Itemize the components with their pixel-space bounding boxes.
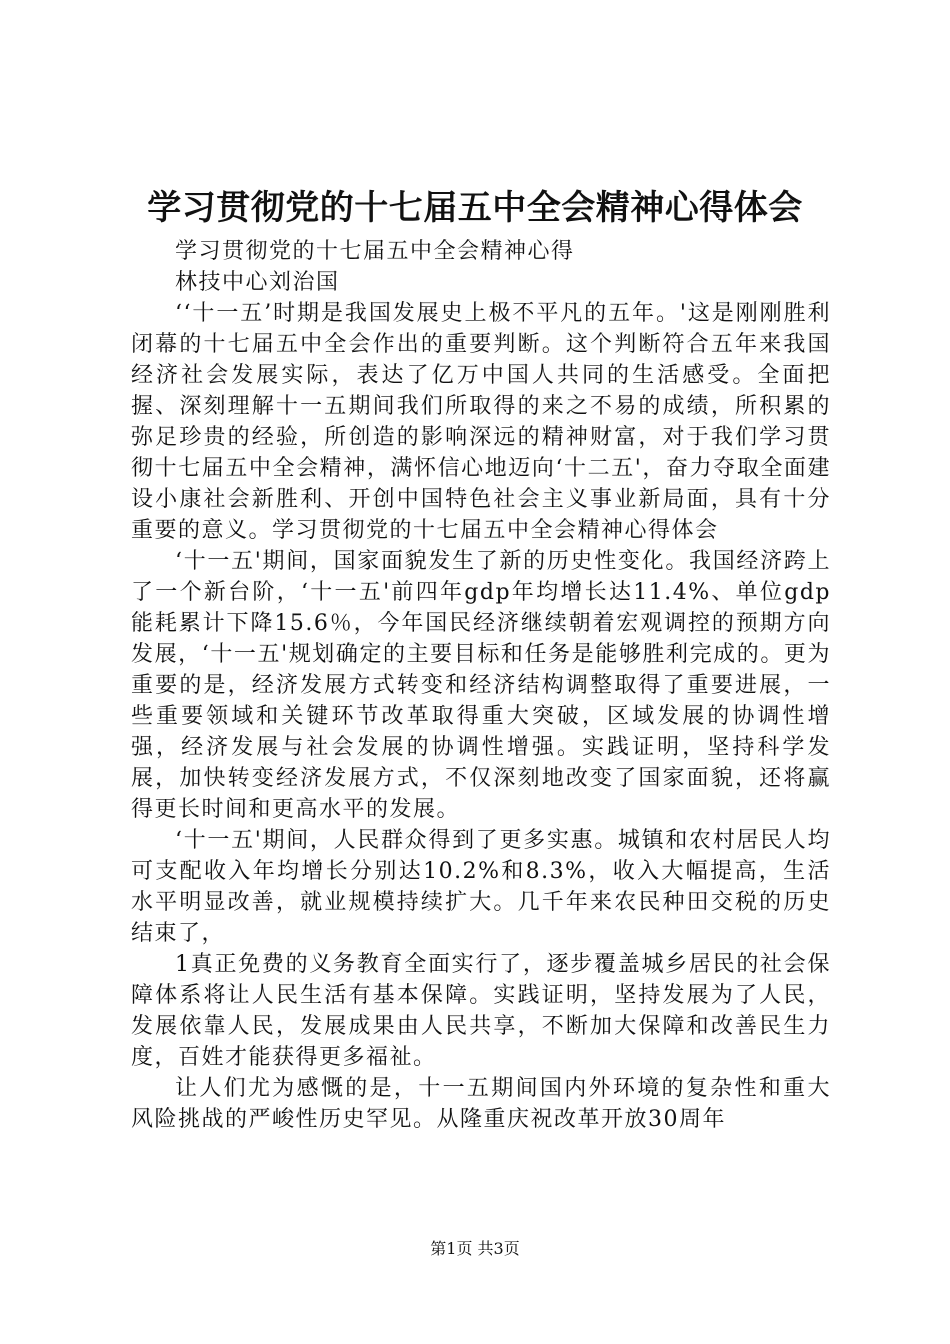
page-number-footer: 第1页 共3页 [430,1239,520,1258]
body-paragraph: ‘十一五'期间，国家面貌发生了新的历史性变化。我国经济跨上了一个新台阶，‘十一五'前四年gdp年均增长达11.4%、单位gdp能耗累计下降15.6％，今年国民经济继续朝着宏观调控的预期方向发展，‘十一五'规划确定的主要目标和任务是能够胜利完成的。更为重要的是，经济发展方式转变和经济结构调整取得了重要进展，一些重要领域和关键环节改革取得重大突破，区域发展的协调性增强，经济发展与社会发展的协调性增强。实践证明，坚持科学发展，加快转变经济发展方式，不仅深刻地改变了国家面貌，还将赢得更长时间和更高水平的发展。 [131,549,831,822]
body-paragraph: ‘十一五'期间，人民群众得到了更多实惠。城镇和农村居民人均可支配收入年均增长分别达10.2%和8.3%，收入大幅提高，生活水平明显改善，就业规模持续扩大。几千年来农民种田交税的历史结束了， [131,828,831,946]
author-paragraph: 林技中心刘治国 [175,270,340,295]
body-paragraph: 让人们尤为感慨的是，十一五期间国内外环境的复杂性和重大风险挑战的严峻性历史罕见。从隆重庆祝改革开放30周年 [131,1076,831,1132]
subtitle-paragraph: 学习贯彻党的十七届五中全会精神心得 [175,239,575,264]
body-paragraph: 1真正免费的义务教育全面实行了，逐步覆盖城乡居民的社会保障体系将让人民生活有基本保障。实践证明，坚持发展为了人民，发展依靠人民，发展成果由人民共享，不断加大保障和改善民生力度，百姓才能获得更多福祉。 [131,952,831,1070]
document-body [131,236,831,1135]
body-paragraph: ‘‘十一五’时期是我国发展史上极不平凡的五年。'这是刚刚胜利闭幕的十七届五中全会作出的重要判断。这个判断符合五年来我国经济社会发展实际，表达了亿万中国人共同的生活感受。全面把握、深刻理解十一五期间我们所取得的来之不易的成绩，所积累的弥足珍贵的经验，所创造的影响深远的精神财富，对于我们学习贯彻十七届五中全会精神，满怀信心地迈向‘十二五'，奋力夺取全面建设小康社会新胜利、开创中国特色社会主义事业新局面，具有十分重要的意义。学习贯彻党的十七届五中全会精神心得体会 [131,301,831,543]
document-title: 学习贯彻党的十七届五中全会精神心得体会 [147,188,803,228]
